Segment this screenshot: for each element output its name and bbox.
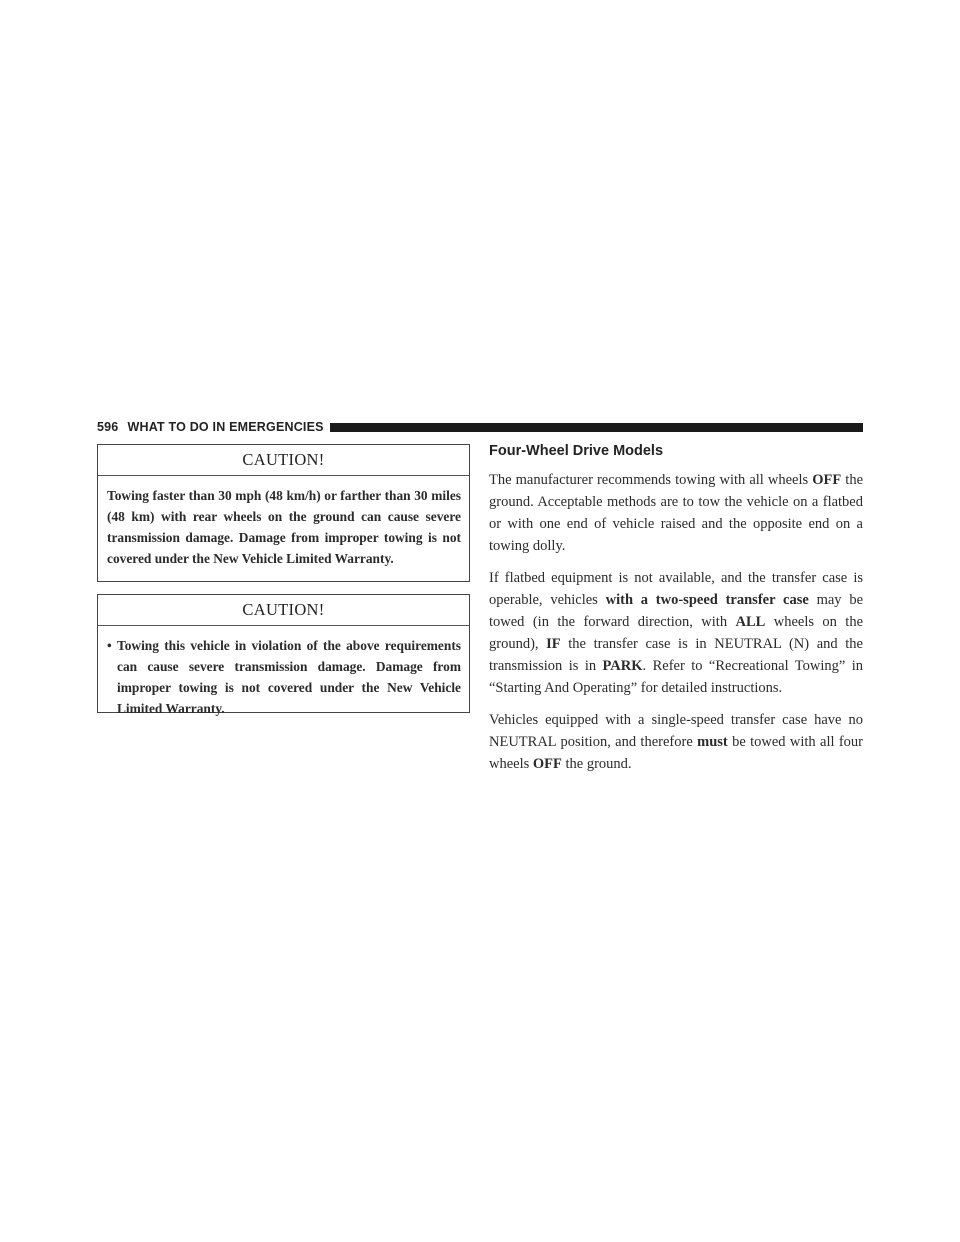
- section-title: WHAT TO DO IN EMERGENCIES: [127, 420, 324, 434]
- caution-text: Towing faster than 30 mph (48 km/h) or farther than 30 miles (48 km) with rear wheels on the ground can cause severe transmission damage. Damage from improper towing is not covered under the New Vehicle Limited Warranty.: [107, 488, 461, 566]
- caution-box-speed: [97, 444, 470, 582]
- paragraph-recommendation: The manufacturer recommends towing with all wheels OFF the ground. Acceptable methods are to tow the vehicle on a flatbed or with one end of vehicle raised and the opposite end on a towing dolly.: [489, 472, 864, 554]
- caution-list: [98, 626, 469, 719]
- four-wheel-drive-section: [489, 441, 863, 785]
- page-header: [97, 418, 863, 436]
- section-heading: Four-Wheel Drive Models: [489, 443, 664, 459]
- caution-title: CAUTION!: [98, 445, 469, 476]
- bullet-icon: •: [107, 638, 112, 653]
- paragraph-two-speed: If flatbed equipment is not available, and the transfer case is operable, vehicles with a two-speed transfer case may be towed (in the forward direction, with ALL wheels on the ground), IF the transfer case is in NEUTRAL (N) and the transmission is in PARK. Refer to “Recreational Towing” in “Starting And Operating” for detailed instructions.: [489, 570, 864, 696]
- caution-box-violation: [97, 594, 470, 716]
- page-number: 596: [97, 420, 119, 434]
- caution-title: CAUTION!: [98, 595, 469, 626]
- caution-text: Towing this vehicle in violation of the above requirements can cause severe transmission damage. Damage from improper towing is not covered under the New Vehicle Limited Warranty.: [117, 638, 461, 716]
- paragraph-single-speed: Vehicles equipped with a single-speed transfer case have no NEUTRAL position, and therefore must be towed with all four wheels OFF the ground.: [489, 712, 863, 772]
- list-item: [107, 635, 461, 719]
- header-rule: [330, 423, 863, 432]
